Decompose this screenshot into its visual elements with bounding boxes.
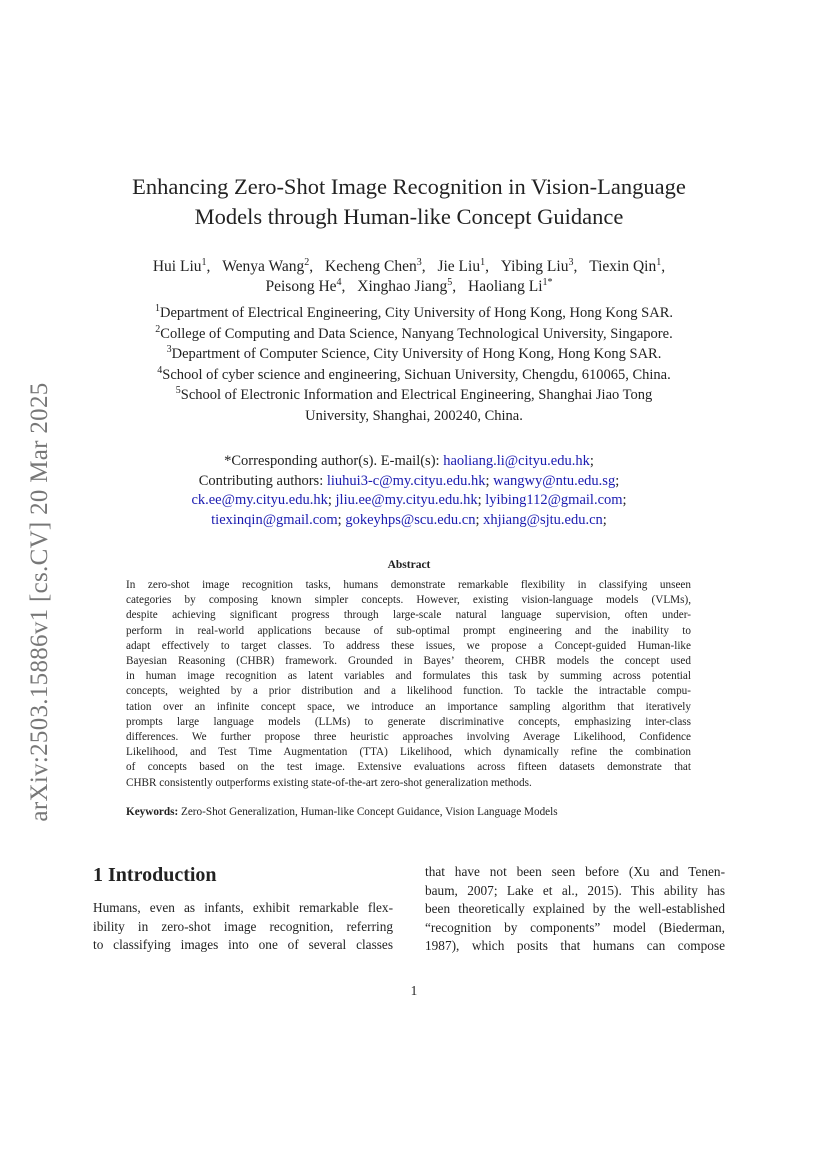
email-link[interactable]: ck.ee@my.cityu.edu.hk <box>191 492 328 508</box>
abstract-line: tation over an infinite concept space, we introduce an importance sampling algorithm that iteratively <box>126 700 691 713</box>
text-line: baum, 2007; Lake et al., 2015). This ability has <box>425 882 725 898</box>
abstract-line: perform in real-world applications because of sub-optimal prompt engineering and the inability to <box>126 624 691 637</box>
author: Jie Liu$^1$, <box>437 257 489 275</box>
affiliation: $^3$Department of Computer Science, City University of Hong Kong, Hong Kong SAR. <box>166 344 662 362</box>
page-number: 1 <box>410 983 418 998</box>
text-line: been theoretically explained by the well-established <box>425 901 725 916</box>
keywords-label: Keywords: <box>126 806 179 818</box>
email-link[interactable]: wangwy@ntu.edu.sg <box>493 472 616 489</box>
author: Haoliang $Li^{1*}$ <box>468 277 553 295</box>
affiliations <box>60 303 768 426</box>
title-line-2: Models through Human-like Concept Guidance <box>194 204 624 229</box>
arxiv-id: arXiv:2503.15886v1 [cs.CV] 20 Mar 2025 <box>26 382 53 822</box>
arxiv-stamp <box>20 356 60 848</box>
section-title: Introduction <box>108 864 217 886</box>
contributing-line-2: ck.ee@my.cityu.edu.hk; jliu.ee@my.cityu.edu.hk; lyibing112@gmail.com; <box>191 492 627 508</box>
contributing-line-1: Contributing authors: liuhui3-c@my.cityu.edu.hk; wangwy@ntu.edu.sg; <box>198 472 620 489</box>
paper-title <box>80 172 738 232</box>
section-number: 1 <box>93 864 103 886</box>
author: Yibing Liu$^3$, <box>500 257 578 275</box>
text-line: “recognition by components” model (Biederman, <box>425 919 725 935</box>
abstract-line: Likelihood, and Test Time Augmentation (TTA) Likelihood, which dynamically refine the combination <box>126 746 691 759</box>
abstract-line: Bayesian Reasoning (CHBR) framework. Grounded in Bayes’ theorem, CHBR models the concept used <box>126 655 691 668</box>
text-line: ibility in zero-shot image recognition, referring <box>93 918 393 934</box>
author-line-1 <box>80 257 738 277</box>
affiliation: $^1$Department of Electrical Engineering, City University of Hong Kong, Hong Kong SAR. <box>154 303 674 321</box>
author: Hui Liu$^1$, <box>152 257 211 275</box>
keywords-text: Zero-Shot Generalization, Human-like Concept Guidance, Vision Language Models <box>178 806 558 818</box>
section-heading <box>93 864 217 887</box>
affiliation: University, Shanghai, 200240, China. <box>305 407 523 424</box>
email-link[interactable]: haoliang.li@cityu.edu.hk <box>443 453 590 469</box>
abstract-line: In zero-shot image recognition tasks, humans demonstrate remarkable flexibility in classifying unseen <box>126 579 691 591</box>
abstract-line: in human image recognition as latent variables and formulates this task by summing across potential <box>126 670 691 683</box>
email-link[interactable]: gokeyhps@scu.edu.cn <box>345 511 476 528</box>
title-line-1: Enhancing Zero-Shot Image Recognition in Vision-Language <box>132 174 686 199</box>
abstract-line: despite achieving significant progress through large-scale natural language supervision, often under- <box>126 609 691 622</box>
author: Xinghao Jiang$^5$, <box>357 277 457 295</box>
contact-block <box>80 452 738 530</box>
email-link[interactable]: tiexinqin@gmail.com <box>211 511 338 528</box>
email-link[interactable]: lyibing112@gmail.com <box>485 492 623 508</box>
affiliation: $^5$School of Electronic Information and Electrical Engineering, Shanghai Jiao Tong <box>175 385 653 403</box>
text-line: 1987), which posits that humans can compose <box>425 938 725 953</box>
abstract-line: prompts large language models (LLMs) to generate discriminative concepts, emphasizing inter-class <box>126 715 691 728</box>
affiliation: $^2$College of Computing and Data Science, Nanyang Technological University, Singapore. <box>155 323 673 342</box>
author-list <box>80 257 738 297</box>
abstract-heading: Abstract <box>387 559 431 571</box>
author: Peisong He$^4$, <box>265 277 346 295</box>
text-line: to classifying images into one of several classes <box>93 937 393 952</box>
abstract-line: CHBR consistently outperforms existing state-of-the-art zero-shot generalization methods. <box>126 776 532 789</box>
intro-right-column <box>425 863 725 956</box>
author-line-2 <box>80 277 738 297</box>
keywords <box>126 806 726 818</box>
abstract-line: adapt effectively to target classes. To address these issues, we propose a Concept-guided Human-like <box>126 639 691 652</box>
author: Kecheng Chen$^3$, <box>325 257 426 275</box>
email-link[interactable]: liuhui3-c@my.cityu.edu.hk <box>326 472 486 489</box>
text-line: that have not been seen before (Xu and Tenen- <box>425 864 725 879</box>
abstract-body <box>126 578 691 791</box>
email-link[interactable]: xhjiang@sjtu.edu.cn <box>483 511 603 528</box>
abstract-line: concepts, weighted by a prior distribution and a likelihood function. To tackle the intractable compu- <box>126 685 691 698</box>
intro-left-column <box>93 899 393 955</box>
abstract-line: of concepts based on the test image. Extensive evaluations across fifteen datasets demonstrate that <box>126 761 691 774</box>
corresponding-line: *Corresponding author(s). E-mail(s): haoliang.li@cityu.edu.hk; <box>224 453 594 469</box>
affiliation: $^4$School of cyber science and engineering, Sichuan University, Chengdu, 610065, China. <box>157 364 671 383</box>
author: Tiexin Qin$^1$, <box>589 257 666 275</box>
email-link[interactable]: jliu.ee@my.cityu.edu.hk <box>335 492 478 508</box>
abstract-line: categories by composing known simpler concepts. However, existing vision-language models (VLMs), <box>126 594 691 607</box>
abstract-line: differences. We further propose three heuristic approaches involving Average Likelihood, Confidence <box>126 731 691 744</box>
author: Wenya Wang$^2$, <box>222 257 314 275</box>
contributing-line-3: tiexinqin@gmail.com; gokeyhps@scu.edu.cn; xhjiang@sjtu.edu.cn; <box>211 511 607 528</box>
text-line: Humans, even as infants, exhibit remarkable flex- <box>93 900 393 915</box>
